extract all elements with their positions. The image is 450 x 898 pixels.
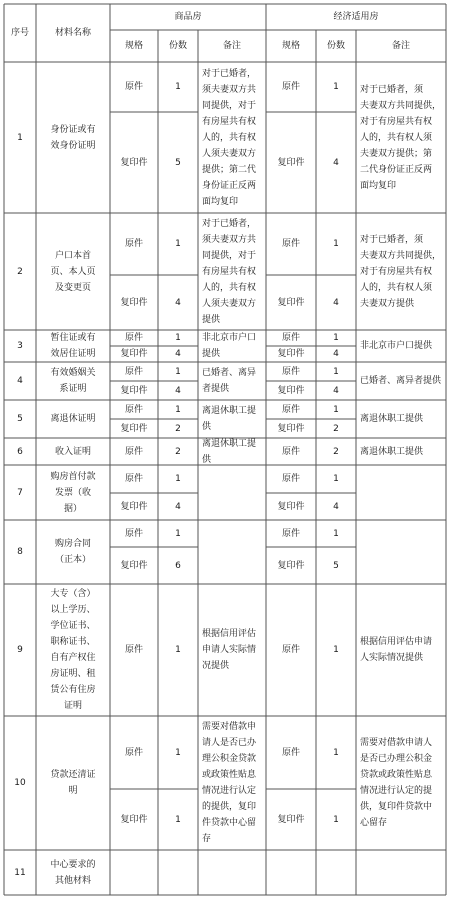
spec-affordable: 复印件 [277,560,305,571]
copies-affordable: 4 [333,349,339,359]
spec-commercial: 复印件 [120,814,148,825]
spec-commercial: 原件 [124,239,143,249]
copies-affordable: 1 [333,239,339,249]
spec-affordable: 原件 [281,333,300,343]
spec-affordable: 复印件 [277,814,305,825]
spec-commercial: 原件 [124,747,143,758]
material-name: 身份证或有 效身份证明 [50,124,96,151]
copies-affordable: 1 [333,366,339,377]
spec-commercial: 复印件 [120,423,148,434]
copies-affordable: 1 [333,474,339,484]
copies-affordable: 4 [333,157,339,168]
spec-commercial: 原件 [124,366,143,377]
note-commercial [198,850,266,895]
header-seq: 序号 [10,28,29,38]
spec-commercial: 原件 [124,446,143,457]
material-name: 购房首付款 发票（收 据） [50,471,96,514]
note-affordable: 对于已婚者，须 夫妻双方共同提供， 对于有房屋共有权 人的，共有权人须 夫妻双方提供；第 二代身份证正反两 面均复印 [360,84,442,191]
spec-affordable: 原件 [281,747,300,758]
material-name: 离退休证明 [50,414,96,424]
header-copies-affordable: 份数 [326,41,345,51]
header-note-affordable: 备注 [391,41,410,51]
spec-affordable: 原件 [281,474,300,484]
note-commercial: 已婚者、离异 者提供 [202,368,257,394]
copies-commercial: 1 [175,404,181,415]
copies-affordable: 5 [333,560,339,571]
spec-affordable: 复印件 [277,423,305,434]
spec-commercial: 复印件 [120,349,148,359]
spec-affordable: 原件 [281,239,300,249]
spec-commercial: 原件 [124,474,143,484]
spec-commercial: 复印件 [120,560,148,571]
spec-affordable: 复印件 [277,349,305,359]
copies-affordable: 1 [333,82,339,92]
spec-commercial: 原件 [124,404,143,415]
spec-affordable: 复印件 [277,157,305,168]
row-seq: 1 [17,132,23,143]
spec-commercial: 原件 [124,82,143,92]
note-affordable: 对于已婚者，须 夫妻双方共同提供， 对于有房屋共有权 人的，共有权人须 夫妻双方提供 [360,234,442,309]
note-affordable [356,465,446,520]
note-commercial: 离退休职工提 供 [202,438,257,465]
material-name: 暂住证或有 效居住证明 [50,333,96,359]
header-affordable-housing: 经济适用房 [333,12,379,22]
row-seq: 10 [14,778,26,788]
header-copies-commercial: 份数 [168,41,187,51]
row-seq: 4 [17,376,23,386]
row-seq: 11 [14,867,26,878]
note-commercial: 离退休职工提 供 [202,406,257,432]
note-commercial: 非北京市户口 提供 [202,333,257,359]
note-affordable [356,850,446,895]
copies-commercial: 2 [175,446,181,457]
copies-affordable: 1 [333,645,339,655]
copies-affordable: 4 [333,385,339,396]
copies-affordable: 1 [333,814,339,825]
material-name: 中心要求的 其他材料 [50,859,96,886]
copies-commercial: 1 [175,474,181,484]
spec-affordable: 复印件 [277,501,305,512]
note-affordable: 非北京市户口提供 [360,341,433,351]
note-commercial: 根据信用评估 申请人实际情 况提供 [202,629,257,671]
copies-commercial: 2 [175,423,181,434]
copies-commercial: 1 [175,366,181,377]
spec-affordable: 原件 [281,366,300,377]
copies-affordable: 4 [333,501,339,512]
note-affordable: 需要对借款申请人 是否已办理公积金 贷款或政策性贴息 情况进行认定的提 供，复印件贷款中 心留存 [360,738,433,828]
header-material-name: 材料名称 [54,28,91,38]
row-seq: 3 [17,341,23,351]
spec-commercial: 原件 [124,645,143,655]
note-affordable: 离退休职工提供 [360,414,424,424]
note-commercial [198,520,266,584]
copies-affordable: 4 [333,297,339,308]
copies-commercial: 6 [175,560,181,571]
material-name: 购房合同 （正本） [54,539,91,565]
copies-affordable: 1 [333,747,339,758]
header-spec-commercial: 规格 [124,41,143,51]
row-seq: 6 [17,446,23,457]
header-commercial-housing: 商品房 [174,12,202,22]
row-seq: 5 [17,414,23,424]
row-seq: 7 [17,487,23,498]
spec-affordable: 原件 [281,528,300,539]
spec-affordable: 复印件 [277,297,305,308]
spec-commercial: 复印件 [120,297,148,308]
note-affordable: 已婚者、离异者提供 [360,376,442,386]
spec-commercial: 复印件 [120,157,148,168]
copies-commercial: 5 [175,157,181,168]
copies-commercial: 4 [175,349,181,359]
copies-commercial: 4 [175,297,181,308]
copies-affordable: 2 [333,423,339,434]
note-commercial: 对于已婚者， 须夫妻双方共 同提供，对于 有房屋共有权 人的，共有权 人须夫妻双方 提供 [202,218,257,325]
material-name: 户口本首 页、本人页 及变更页 [50,250,96,293]
copies-commercial: 1 [175,747,181,758]
material-name: 大专（含） 以上学历、 学位证书、 职称证书、 自有产权住 房证明、租 赁公有住房 证明 [50,589,96,711]
header-note-commercial: 备注 [222,41,241,51]
spec-commercial: 复印件 [120,501,148,512]
spec-affordable: 复印件 [277,385,305,396]
copies-commercial: 1 [175,239,181,249]
row-seq: 9 [17,645,23,655]
material-name: 收入证明 [54,446,91,457]
copies-commercial: 1 [175,814,181,825]
spec-affordable: 原件 [281,82,300,92]
note-affordable: 根据信用评估申请 人实际情况提供 [360,637,433,663]
spec-commercial: 原件 [124,333,143,343]
row-seq: 8 [17,547,23,557]
spec-affordable: 原件 [281,404,300,415]
copies-commercial: 1 [175,528,181,539]
copies-affordable: 1 [333,333,339,343]
note-affordable: 离退休职工提供 [360,446,424,457]
row-seq: 2 [17,266,23,277]
note-commercial: 需要对借款申 请人是否已办 理公积金贷款 或政策性贴息 情况进行认定 的提供，复印 件贷款中心留 存 [202,722,257,844]
spec-commercial: 原件 [124,528,143,539]
copies-affordable: 1 [333,404,339,415]
note-affordable [356,520,446,584]
note-commercial: 对于已婚者， 须夫妻双方共 同提供，对于 有房屋共有权 人的，共有权 人须夫妻双方 提供；第二代 身份证正反两 面均复印 [202,68,257,207]
copies-affordable: 1 [333,528,339,539]
header-spec-affordable: 规格 [281,41,300,51]
spec-affordable: 原件 [281,446,300,457]
copies-commercial: 1 [175,333,181,343]
copies-commercial: 1 [175,82,181,92]
copies-affordable: 2 [333,446,339,457]
material-name: 贷款还清证 明 [50,770,96,796]
spec-commercial: 复印件 [120,385,148,396]
copies-commercial: 4 [175,501,181,512]
note-commercial [198,465,266,520]
spec-affordable: 原件 [281,645,300,655]
copies-commercial: 1 [175,645,181,655]
copies-commercial: 4 [175,385,181,396]
material-name: 有效婚姻关 系证明 [50,368,96,394]
